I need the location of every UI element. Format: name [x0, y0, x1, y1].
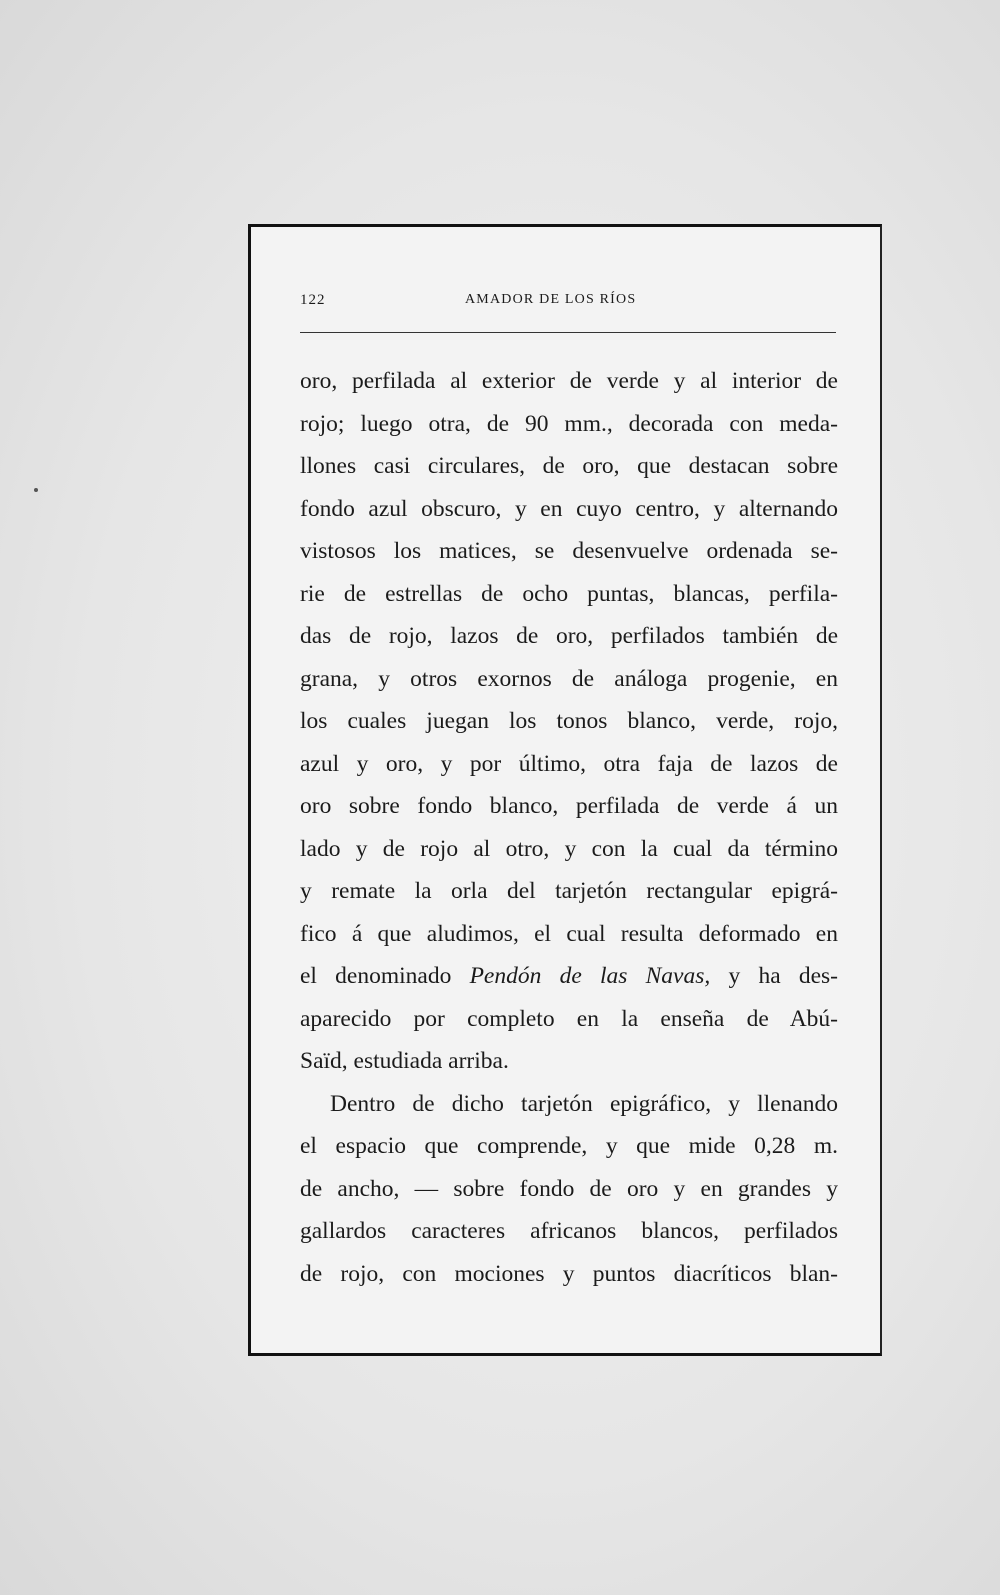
text-line: Dentro de dicho tarjetón epigráfico, y llenando	[330, 1090, 838, 1117]
paper-speck	[34, 488, 38, 492]
text-line: das de rojo, lazos de oro, perfilados también de	[300, 623, 838, 649]
running-head: AMADOR DE LOS RÍOS	[465, 292, 637, 307]
text-line: oro sobre fondo blanco, perfilada de verde á un	[300, 793, 838, 819]
text-line: azul y oro, y por último, otra faja de lazos de	[300, 750, 838, 777]
text-line: aparecido por completo en la enseña de Abú-	[300, 1005, 838, 1032]
text-line: los cuales juegan los tonos blanco, verde, rojo,	[300, 708, 838, 734]
text-fragment: el denominado	[300, 963, 470, 989]
text-line: oro, perfilada al exterior de verde y al interior de	[300, 368, 838, 394]
page-number: 122	[300, 292, 326, 308]
text-line: grana, y otros exornos de análoga progenie, en	[300, 665, 838, 692]
body-text	[300, 360, 838, 1295]
text-line: de rojo, con mociones y puntos diacríticos blan-	[300, 1260, 838, 1287]
text-line: fondo azul obscuro, y en cuyo centro, y alternando	[300, 495, 838, 522]
paragraph	[300, 360, 838, 1083]
text-line: lado y de rojo al otro, y con la cual da término	[300, 835, 838, 862]
text-line: el espacio que comprende, y que mide 0,28 m.	[300, 1133, 838, 1159]
text-line: rie de estrellas de ocho puntas, blancas, perfila-	[300, 580, 838, 607]
text-line: de ancho, — sobre fondo de oro y en grandes y	[300, 1175, 838, 1202]
page-header	[300, 292, 836, 316]
text-line: gallardos caracteres africanos blancos, perfilados	[300, 1218, 838, 1244]
text-line: Saïd, estudiada arriba.	[300, 1048, 509, 1074]
text-line: rojo; luego otra, de 90 mm., decorada con meda-	[300, 410, 838, 437]
header-rule	[300, 332, 836, 333]
text-line	[300, 955, 838, 998]
paragraph	[300, 1083, 838, 1296]
text-line: llones casi circulares, de oro, que destacan sobre	[300, 453, 838, 479]
text-line: y remate la orla del tarjetón rectangular epigrá-	[300, 878, 838, 904]
italic-title: Pendón de las Navas,	[469, 963, 711, 989]
text-fragment: y ha des-	[710, 963, 838, 989]
text-line: fico á que aludimos, el cual resulta deformado en	[300, 920, 838, 947]
text-line: vistosos los matices, se desenvuelve ordenada se-	[300, 538, 838, 564]
